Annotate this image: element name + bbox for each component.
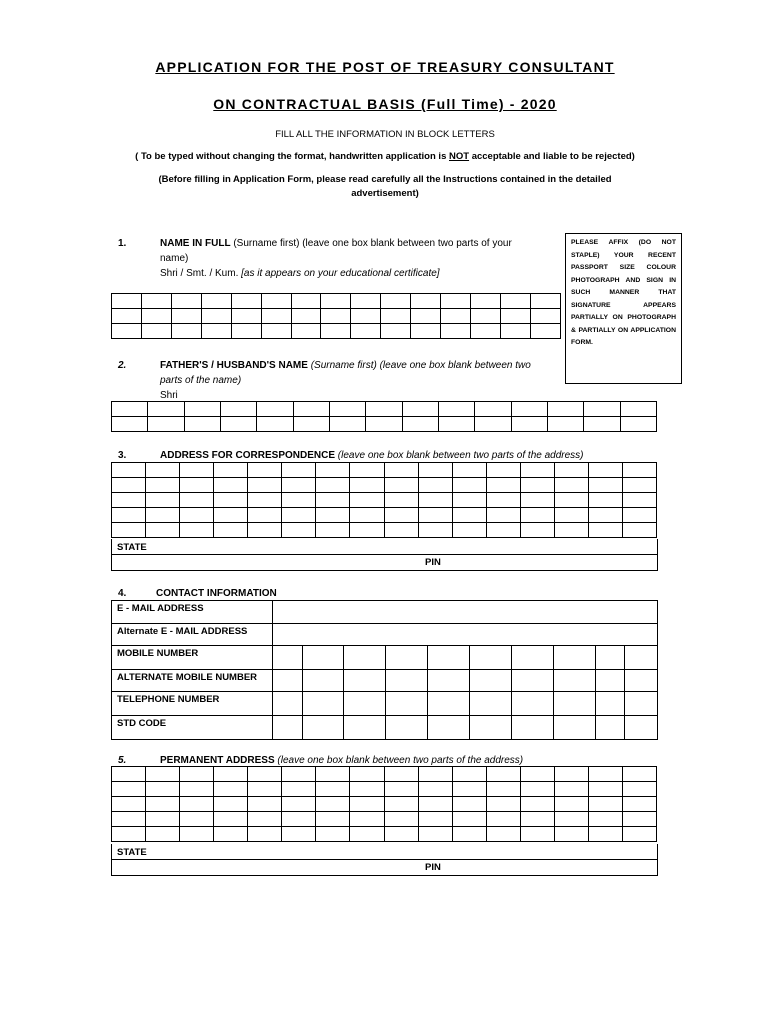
letter-box[interactable] [554,797,588,812]
letter-box[interactable] [214,463,248,478]
letter-box[interactable] [622,508,656,523]
letter-box[interactable] [438,417,474,432]
letter-box[interactable] [231,309,261,324]
letter-box[interactable] [248,478,282,493]
letter-box[interactable] [554,508,588,523]
letter-box[interactable] [350,797,384,812]
letter-box[interactable] [384,508,418,523]
before-note-cont: advertisement) [351,188,419,199]
letter-box[interactable] [418,782,452,797]
letter-box[interactable] [588,463,622,478]
letter-box[interactable] [411,294,441,309]
letter-box[interactable] [366,402,402,417]
letter-box[interactable] [520,478,554,493]
letter-box[interactable] [452,812,486,827]
letter-box[interactable] [112,782,146,797]
photo-box[interactable]: PLEASE AFFIX (DO NOT STAPLE) YOUR RECENT PASSPORT SIZE COLOUR PHOTOGRAPH AND SIGN IN SUCH MANNER THAT SIGNATURE APPEARS PARTIALLY ON PHOTOGRAPH & PARTIALLY ON APPLICATION FORM. [565,233,682,384]
letter-box[interactable] [316,767,350,782]
letter-box[interactable] [366,417,402,432]
letter-box[interactable] [180,478,214,493]
letter-box[interactable] [248,767,282,782]
letter-box[interactable] [350,827,384,842]
letter-box[interactable] [184,417,220,432]
letter-box[interactable] [622,782,656,797]
letter-box[interactable] [384,797,418,812]
perm-state-label: STATE [117,847,147,858]
letter-box[interactable] [486,493,520,508]
letter-box[interactable] [520,523,554,538]
digit-box-divider [343,645,344,739]
letter-box[interactable] [622,523,656,538]
letter-box[interactable] [201,324,231,339]
letter-box[interactable] [171,294,201,309]
letter-box[interactable] [530,294,560,309]
letter-box[interactable] [520,508,554,523]
section3-number: 3. [118,450,127,461]
letter-box[interactable] [402,417,438,432]
typed-note: ( To be typed without changing the format, handwritten application is NOT acceptable and liable to be rejected) [135,151,635,162]
letter-box[interactable] [486,827,520,842]
section1-heading: NAME IN FULL (Surname first) (leave one box blank between two parts of your name) Shri / Smt. / Kum. [as it appears on your educational certificate] [160,238,512,279]
letter-box[interactable] [588,493,622,508]
letter-box[interactable] [248,812,282,827]
letter-box[interactable] [588,782,622,797]
letter-box[interactable] [231,324,261,339]
letter-box[interactable] [520,812,554,827]
letter-box[interactable] [350,463,384,478]
letter-box[interactable] [180,493,214,508]
form-subtitle: ON CONTRACTUAL BASIS (Full Time) - 2020 [213,96,557,112]
letter-box[interactable] [547,417,583,432]
section4-number: 4. [118,588,127,599]
letter-box[interactable] [475,417,511,432]
letter-box[interactable] [201,309,231,324]
letter-box[interactable] [321,294,351,309]
section2-heading: FATHER'S / HUSBAND'S NAME (Surname first) (leave one box blank between two parts of the name) Shri [160,360,531,401]
letter-box[interactable] [248,463,282,478]
letter-box[interactable] [350,782,384,797]
letter-box[interactable] [146,797,180,812]
grid-row [112,463,657,478]
digit-box-divider [595,645,596,739]
letter-box[interactable] [520,782,554,797]
letter-box[interactable] [520,797,554,812]
letter-box[interactable] [588,797,622,812]
letter-box[interactable] [411,324,441,339]
letter-box[interactable] [112,309,142,324]
letter-box[interactable] [146,493,180,508]
letter-box[interactable] [257,402,293,417]
letter-box[interactable] [180,797,214,812]
letter-box[interactable] [438,402,474,417]
letter-box[interactable] [112,463,146,478]
alt-mobile-label: ALTERNATE MOBILE NUMBER [117,672,258,683]
letter-box[interactable] [316,827,350,842]
letter-box[interactable] [261,309,291,324]
grid-row [112,294,561,309]
letter-box[interactable] [384,478,418,493]
correspondence-address-grid[interactable] [111,462,657,538]
letter-box[interactable] [588,812,622,827]
permanent-address-grid[interactable] [111,766,657,842]
letter-box[interactable] [351,309,381,324]
letter-box[interactable] [351,294,381,309]
letter-box[interactable] [282,493,316,508]
letter-box[interactable] [171,324,201,339]
letter-box[interactable] [291,309,321,324]
letter-box[interactable] [141,294,171,309]
letter-box[interactable] [520,827,554,842]
letter-box[interactable] [146,767,180,782]
letter-box[interactable] [384,493,418,508]
letter-box[interactable] [257,417,293,432]
letter-box[interactable] [146,523,180,538]
grid-row [112,767,657,782]
letter-box[interactable] [146,827,180,842]
section3-heading: ADDRESS FOR CORRESPONDENCE (leave one box blank between two parts of the address) [160,450,584,461]
letter-box[interactable] [486,812,520,827]
letter-box[interactable] [620,417,656,432]
letter-box[interactable] [180,767,214,782]
letter-box[interactable] [486,782,520,797]
letter-box[interactable] [554,782,588,797]
alt-email-label: Alternate E - MAIL ADDRESS [117,626,248,637]
digit-box-divider [553,645,554,739]
letter-box[interactable] [180,827,214,842]
letter-box[interactable] [282,827,316,842]
state-pin-box[interactable] [111,539,658,571]
grid-row [112,324,561,339]
digit-box-divider [624,645,625,739]
letter-box[interactable] [500,309,530,324]
letter-box[interactable] [316,523,350,538]
letter-box[interactable] [554,812,588,827]
letter-box[interactable] [214,493,248,508]
letter-box[interactable] [452,827,486,842]
letter-box[interactable] [622,493,656,508]
state-label: STATE [117,542,147,553]
letter-box[interactable] [291,294,321,309]
letter-box[interactable] [180,782,214,797]
letter-box[interactable] [146,478,180,493]
letter-box[interactable] [441,294,471,309]
std-code-label: STD CODE [117,718,167,729]
letter-box[interactable] [530,324,560,339]
letter-box[interactable] [180,508,214,523]
grid-row [112,827,657,842]
letter-box[interactable] [350,523,384,538]
letter-box[interactable] [214,508,248,523]
letter-box[interactable] [148,402,184,417]
letter-box[interactable] [418,767,452,782]
grid-row [112,493,657,508]
letter-box[interactable] [282,478,316,493]
letter-box[interactable] [141,309,171,324]
letter-box[interactable] [622,478,656,493]
letter-box[interactable] [471,309,501,324]
letter-box[interactable] [554,463,588,478]
perm-state-pin-box[interactable] [111,844,658,876]
letter-box[interactable] [214,767,248,782]
letter-box[interactable] [112,797,146,812]
letter-box[interactable] [588,523,622,538]
letter-box[interactable] [112,812,146,827]
letter-box[interactable] [622,812,656,827]
form-title: APPLICATION FOR THE POST OF TREASURY CONSULTANT [155,59,615,75]
letter-box[interactable] [316,463,350,478]
letter-box[interactable] [418,523,452,538]
letter-box[interactable] [214,797,248,812]
letter-box[interactable] [588,767,622,782]
letter-box[interactable] [282,782,316,797]
pin-label: PIN [425,557,441,568]
letter-box[interactable] [418,508,452,523]
letter-box[interactable] [146,812,180,827]
grid-row [112,417,657,432]
letter-box[interactable] [411,309,441,324]
letter-box[interactable] [547,402,583,417]
letter-box[interactable] [584,402,620,417]
letter-box[interactable] [248,493,282,508]
letter-box[interactable] [282,463,316,478]
letter-box[interactable] [384,782,418,797]
letter-box[interactable] [220,417,256,432]
letter-box[interactable] [418,827,452,842]
letter-box[interactable] [554,478,588,493]
letter-box[interactable] [316,782,350,797]
letter-box[interactable] [418,463,452,478]
letter-box[interactable] [316,493,350,508]
grid-row [112,309,561,324]
letter-box[interactable] [520,463,554,478]
letter-box[interactable] [418,812,452,827]
mobile-label: MOBILE NUMBER [117,648,199,659]
letter-box[interactable] [214,523,248,538]
letter-box[interactable] [475,402,511,417]
letter-box[interactable] [452,767,486,782]
letter-box[interactable] [471,324,501,339]
letter-box[interactable] [350,812,384,827]
letter-box[interactable] [201,294,231,309]
letter-box[interactable] [291,324,321,339]
letter-box[interactable] [452,493,486,508]
letter-box[interactable] [384,767,418,782]
letter-box[interactable] [282,523,316,538]
letter-box[interactable] [248,827,282,842]
letter-box[interactable] [184,402,220,417]
letter-box[interactable] [293,402,329,417]
letter-box[interactable] [554,827,588,842]
letter-box[interactable] [471,294,501,309]
letter-box[interactable] [500,324,530,339]
letter-box[interactable] [316,508,350,523]
grid-row [112,508,657,523]
letter-box[interactable] [511,402,547,417]
letter-box[interactable] [418,797,452,812]
letter-box[interactable] [180,463,214,478]
letter-box[interactable] [316,812,350,827]
letter-box[interactable] [588,478,622,493]
letter-box[interactable] [620,402,656,417]
name-grid[interactable] [111,293,561,339]
letter-box[interactable] [554,767,588,782]
letter-box[interactable] [452,782,486,797]
letter-box[interactable] [486,508,520,523]
letter-box[interactable] [214,478,248,493]
letter-box[interactable] [248,508,282,523]
letter-box[interactable] [282,767,316,782]
letter-box[interactable] [148,417,184,432]
letter-box[interactable] [500,294,530,309]
letter-box[interactable] [282,812,316,827]
letter-box[interactable] [112,402,148,417]
email-input[interactable] [273,601,656,623]
grid-row [112,478,657,493]
section2-number: 2. [118,360,127,371]
letter-box[interactable] [112,827,146,842]
grid-row [112,782,657,797]
letter-box[interactable] [146,508,180,523]
letter-box[interactable] [220,402,256,417]
fill-instruction: FILL ALL THE INFORMATION IN BLOCK LETTERS [275,129,495,140]
letter-box[interactable] [381,324,411,339]
letter-box[interactable] [350,508,384,523]
letter-box[interactable] [180,812,214,827]
letter-box[interactable] [554,523,588,538]
letter-box[interactable] [441,324,471,339]
letter-box[interactable] [231,294,261,309]
telephone-label: TELEPHONE NUMBER [117,694,220,705]
letter-box[interactable] [261,324,291,339]
digit-box-divider [302,645,303,739]
letter-box[interactable] [248,782,282,797]
letter-box[interactable] [554,493,588,508]
letter-box[interactable] [112,417,148,432]
letter-box[interactable] [112,508,146,523]
letter-box[interactable] [350,493,384,508]
letter-box[interactable] [293,417,329,432]
letter-box[interactable] [146,463,180,478]
letter-box[interactable] [384,827,418,842]
letter-box[interactable] [452,523,486,538]
section5-heading: PERMANENT ADDRESS (leave one box blank between two parts of the address) [160,755,524,766]
letter-box[interactable] [486,478,520,493]
letter-box[interactable] [282,508,316,523]
letter-box[interactable] [441,309,471,324]
letter-box[interactable] [622,797,656,812]
father-name-grid[interactable] [111,401,657,432]
section4-heading: CONTACT INFORMATION [156,588,277,599]
letter-box[interactable] [381,294,411,309]
letter-box[interactable] [112,523,146,538]
letter-box[interactable] [584,417,620,432]
letter-box[interactable] [214,812,248,827]
letter-box[interactable] [214,782,248,797]
letter-box[interactable] [622,827,656,842]
letter-box[interactable] [146,782,180,797]
letter-box[interactable] [418,493,452,508]
letter-box[interactable] [384,812,418,827]
letter-box[interactable] [248,797,282,812]
letter-box[interactable] [321,324,351,339]
letter-box[interactable] [402,402,438,417]
letter-box[interactable] [622,767,656,782]
letter-box[interactable] [171,309,201,324]
section5-number: 5. [118,755,127,766]
letter-box[interactable] [511,417,547,432]
letter-box[interactable] [141,324,171,339]
letter-box[interactable] [588,827,622,842]
letter-box[interactable] [316,797,350,812]
letter-box[interactable] [384,463,418,478]
letter-box[interactable] [486,797,520,812]
letter-box[interactable] [350,478,384,493]
letter-box[interactable] [282,797,316,812]
letter-box[interactable] [112,324,142,339]
letter-box[interactable] [452,478,486,493]
before-note: (Before filling in Application Form, please read carefully all the Instructions contained in the detailed [158,174,612,185]
letter-box[interactable] [588,508,622,523]
letter-box[interactable] [452,797,486,812]
letter-box[interactable] [520,767,554,782]
letter-box[interactable] [381,309,411,324]
digit-box-divider [385,645,386,739]
letter-box[interactable] [112,478,146,493]
grid-row [112,797,657,812]
letter-box[interactable] [351,324,381,339]
grid-row [112,523,657,538]
grid-row [112,402,657,417]
letter-box[interactable] [248,523,282,538]
letter-box[interactable] [452,463,486,478]
letter-box[interactable] [316,478,350,493]
letter-box[interactable] [261,294,291,309]
letter-box[interactable] [214,827,248,842]
letter-box[interactable] [350,767,384,782]
alt-email-input[interactable] [273,624,656,645]
digit-box-divider [469,645,470,739]
letter-box[interactable] [180,523,214,538]
letter-box[interactable] [384,523,418,538]
letter-box[interactable] [418,478,452,493]
perm-pin-label: PIN [425,862,441,873]
letter-box[interactable] [112,767,146,782]
section1-number: 1. [118,238,127,249]
letter-box[interactable] [530,309,560,324]
letter-box[interactable] [486,523,520,538]
letter-box[interactable] [520,493,554,508]
email-label: E - MAIL ADDRESS [117,603,204,614]
digit-box-divider [427,645,428,739]
letter-box[interactable] [321,309,351,324]
letter-box[interactable] [486,767,520,782]
letter-box[interactable] [329,402,365,417]
letter-box[interactable] [329,417,365,432]
grid-row [112,812,657,827]
letter-box[interactable] [452,508,486,523]
letter-box[interactable] [112,294,142,309]
digit-box-divider [511,645,512,739]
letter-box[interactable] [112,493,146,508]
letter-box[interactable] [622,463,656,478]
letter-box[interactable] [486,463,520,478]
